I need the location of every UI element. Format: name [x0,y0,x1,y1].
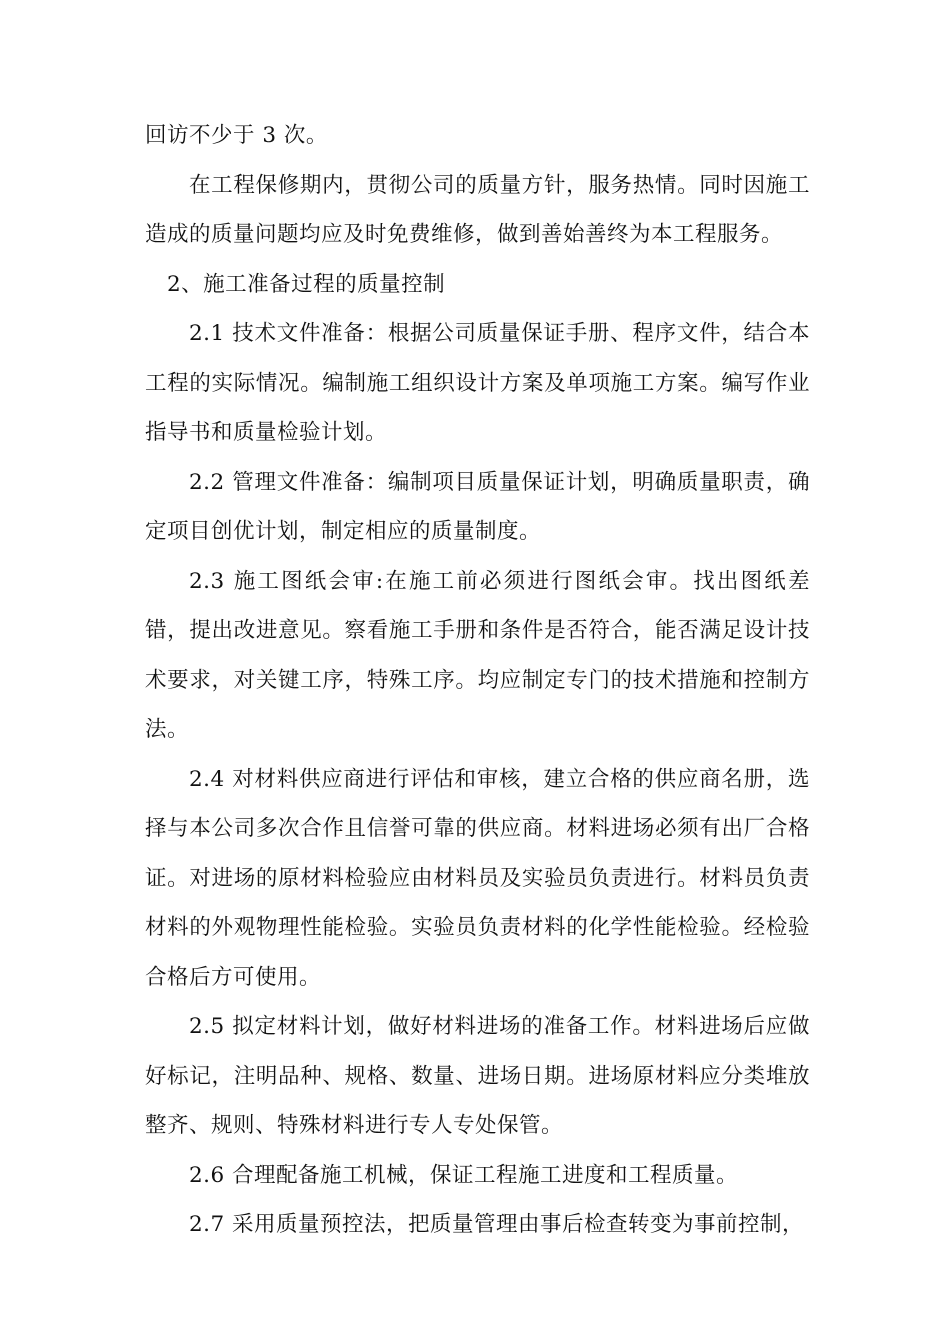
section-heading: 2、施工准备过程的质量控制 [167,271,446,297]
paragraph-2-2: 2.2 管理文件准备：编制项目质量保证计划，明确质量职责，确定项目创优计划，制定相应的质量制度。 [145,469,810,544]
paragraph-2-4: 2.4 对材料供应商进行评估和审核，建立合格的供应商名册，选择与本公司多次合作且信誉可靠的供应商。材料进场必须有出厂合格证。对进场的原材料检验应由材料员及实验员负责进行。材料员负责材料的外观物理性能检验。实验员负责材料的化学性能检验。经检验合格后方可使用。 [145,766,810,990]
paragraph-2-7: 2.7 采用质量预控法，把质量管理由事后检查转变为事前控制， [189,1212,805,1237]
paragraph-2-6: 2.6 合理配备施工机械，保证工程施工进度和工程质量。 [189,1162,739,1188]
paragraph-2-5: 2.5 拟定材料计划，做好材料进场的准备工作。材料进场后应做好标记，注明品种、规格、数量、进场日期。进场原材料应分类堆放整齐、规则、特殊材料进行专人专处保管。 [145,1014,810,1138]
document-body [145,111,810,1250]
paragraph-warranty: 在工程保修期内，贯彻公司的质量方针，服务热情。同时因施工造成的质量问题均应及时免费维修，做到善始善终为本工程服务。 [145,172,810,247]
paragraph-2-3: 2.3 施工图纸会审:在施工前必须进行图纸会审。找出图纸差错，提出改进意见。察看施工手册和条件是否符合，能否满足设计技术要求，对关键工序，特殊工序。均应制定专门的技术措施和控制方法。 [145,568,810,742]
paragraph-continuation: 回访不少于 3 次。 [145,123,328,148]
paragraph-2-1: 2.1 技术文件准备：根据公司质量保证手册、程序文件，结合本工程的实际情况。编制施工组织设计方案及单项施工方案。编写作业指导书和质量检验计划。 [145,321,810,445]
